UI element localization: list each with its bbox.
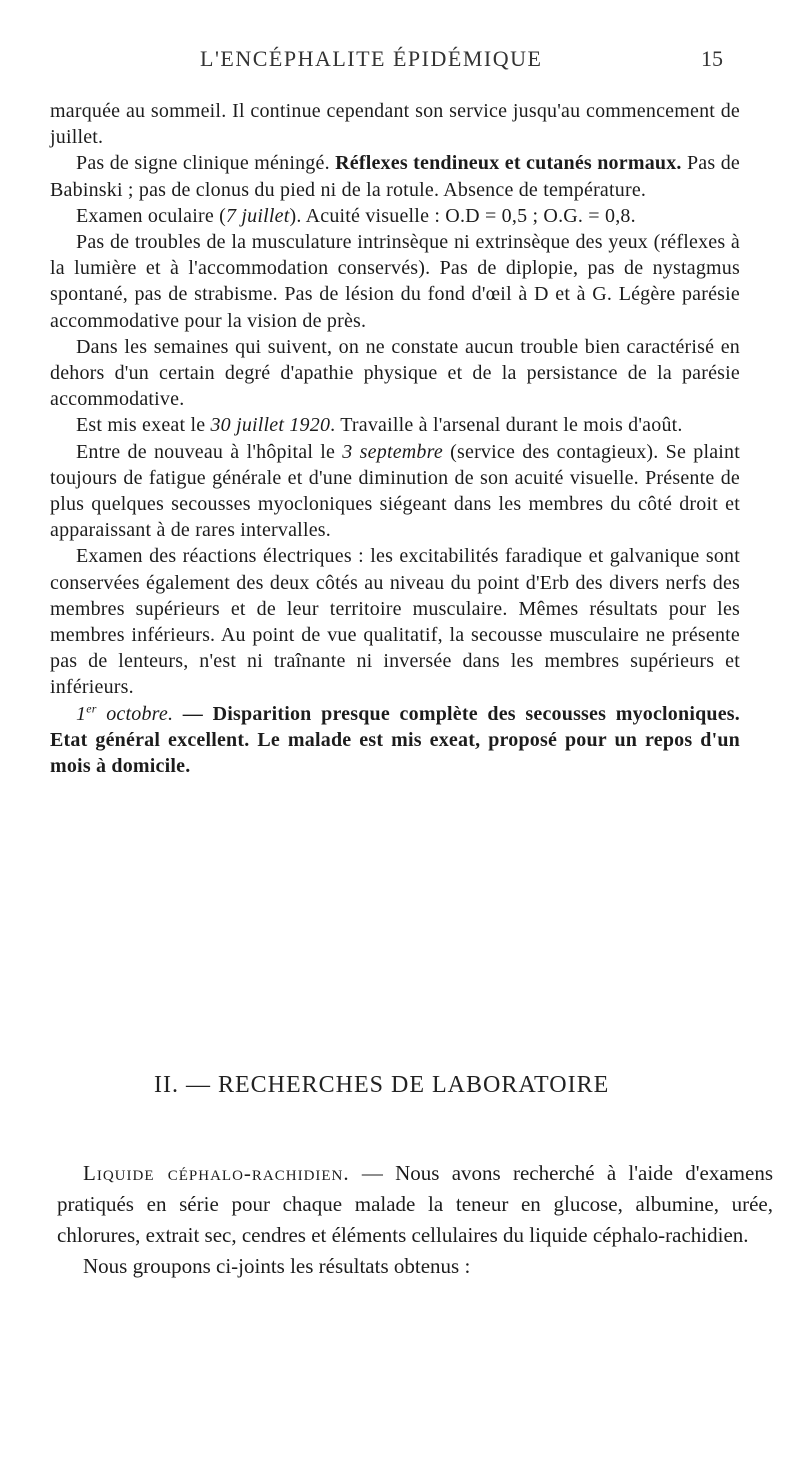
paragraph-eye-muscles: Pas de troubles de la musculature intrinsèque ni extrinsèque des yeux (réflexes à la lumière et à l'accommodation conservés). Pas de diplopie, pas de nystagmus spontané, pas de strabisme. Pas de lésion du fond d'œil à D et à G. Légère parésie accommodative pour la vision de près. [50, 231, 740, 332]
paragraph-results-intro: Nous groupons ci-joints les résultats obtenus : [83, 1254, 471, 1278]
clinical-observation [50, 98, 740, 779]
paragraph-neuro-exam: Pas de signe clinique méningé. Réflexes tendineux et cutanés normaux. Pas de Babinski ; pas de clonus du pied ni de la rotule. Absence de température. [50, 152, 740, 201]
running-head [0, 46, 800, 76]
page-number: 15 [701, 46, 723, 71]
paragraph-electrical-exam: Examen des réactions électriques : les excitabilités faradique et galvanique sont conservées également des deux côtés au niveau du point d'Erb des divers nerfs des membres supérieurs et de leur territoire musculaire. Mêmes résultats pour les membres inférieurs. Au point de vue qualitatif, la secousse musculaire ne présente pas de lenteurs, n'est ni traînante ni inversée dans les membres supérieurs et inférieurs. [50, 545, 740, 699]
paragraph-exeat: Est mis exeat le 30 juillet 1920. Travaille à l'arsenal durant le mois d'août. [76, 414, 683, 437]
paragraph-readmission: Entre de nouveau à l'hôpital le 3 septembre (service des contagieux). Se plaint toujours de fatigue générale et d'une diminution de son acuité visuelle. Présente de plus quelques secousses myocloniques siégeant dans les membres du côté droit et apparaissant à de rares intervalles. [50, 440, 741, 542]
laboratory-section [57, 1158, 773, 1282]
paragraph-october: 1er octobre. — Disparition presque complète des secousses myocloniques. Etat général excellent. Le malade est mis exeat, proposé pour un repos d'un mois à domicile. [50, 701, 740, 778]
paragraph-eye-exam: Examen oculaire (7 juillet). Acuité visuelle : O.D = 0,5 ; O.G. = 0,8. [76, 204, 636, 227]
section-heading: II. — RECHERCHES DE LABORATOIRE [154, 1072, 610, 1098]
paragraph-csf: Liquide céphalo-rachidien. — Nous avons recherché à l'aide d'examens pratiqués en série pour chaque malade la teneur en glucose, albumine, urée, chlorures, extrait sec, cendres et éléments cellulaires du liquide céphalo-rachidien. [57, 1161, 773, 1247]
running-head-title: L'ENCÉPHALITE ÉPIDÉMIQUE [200, 46, 543, 71]
paragraph-following-weeks: Dans les semaines qui suivent, on ne constate aucun trouble bien caractérisé en dehors d'un certain degré d'apathie physique et de la persistance de la parésie accommodative. [50, 335, 740, 411]
paragraph-continuation: marquée au sommeil. Il continue cependant son service jusqu'au commencement de juillet. [50, 100, 740, 149]
